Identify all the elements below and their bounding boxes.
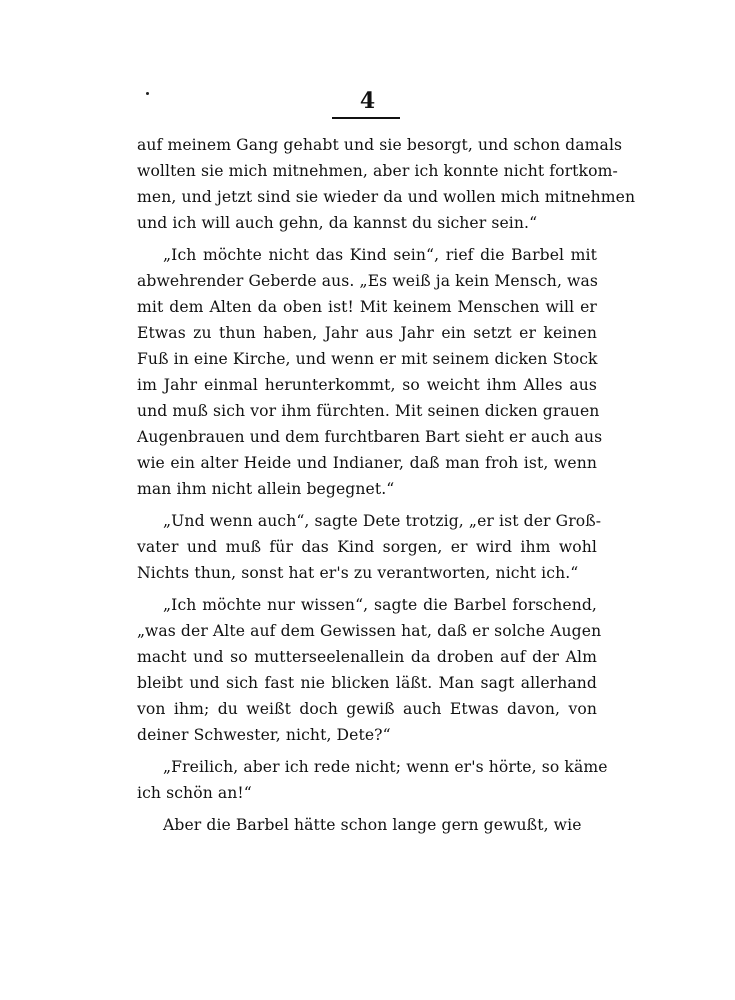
text-line: „Ich möchte nicht das Kind sein“, rief die Barbel mit bbox=[163, 246, 597, 264]
text-line: von ihm; du weißt doch gewiß auch Etwas davon, von bbox=[137, 700, 597, 718]
text-line: „was der Alte auf dem Gewissen hat, daß er solche Augen bbox=[137, 622, 602, 640]
text-line: man ihm nicht allein begegnet.“ bbox=[137, 480, 395, 498]
text-line: Nichts thun, sonst hat er's zu verantworten, nicht ich.“ bbox=[137, 564, 579, 582]
text-line: Aber die Barbel hätte schon lange gern gewußt, wie bbox=[163, 816, 582, 834]
text-line: vater und muß für das Kind sorgen, er wird ihm wohl bbox=[137, 538, 597, 556]
paragraph bbox=[137, 508, 602, 586]
text-line: Fuß in eine Kirche, und wenn er mit seinem dicken Stock bbox=[137, 350, 598, 368]
paragraph bbox=[137, 754, 608, 806]
paragraph bbox=[137, 812, 597, 838]
body-text bbox=[137, 132, 636, 838]
paragraph bbox=[137, 132, 636, 236]
text-line: macht und so mutterseelenallein da droben auf der Alm bbox=[137, 648, 597, 666]
text-line: „Und wenn auch“, sagte Dete trotzig, „er ist der Groß- bbox=[163, 512, 602, 530]
text-line: deiner Schwester, nicht, Dete?“ bbox=[137, 726, 391, 744]
text-line: men, und jetzt sind sie wieder da und wollen mich mitnehmen bbox=[137, 188, 636, 206]
text-line: mit dem Alten da oben ist! Mit keinem Menschen will er bbox=[137, 298, 597, 316]
paragraph bbox=[137, 242, 603, 502]
text-line: auf meinem Gang gehabt und sie besorgt, und schon damals bbox=[137, 136, 623, 154]
text-line: ich schön an!“ bbox=[137, 784, 252, 802]
text-line: Augenbrauen und dem furchtbaren Bart sieht er auch aus bbox=[137, 428, 603, 446]
text-line: Etwas zu thun haben, Jahr aus Jahr ein setzt er keinen bbox=[137, 324, 597, 342]
text-line: bleibt und sich fast nie blicken läßt. Man sagt allerhand bbox=[137, 674, 597, 692]
page-number: 4 bbox=[359, 88, 376, 114]
page-number-rule bbox=[332, 117, 400, 119]
text-line: und muß sich vor ihm fürchten. Mit seinen dicken grauen bbox=[137, 402, 600, 420]
text-line: „Freilich, aber ich rede nicht; wenn er's hörte, so käme bbox=[163, 758, 608, 776]
text-line: im Jahr einmal herunterkommt, so weicht ihm Alles aus bbox=[137, 376, 597, 394]
text-line: abwehrender Geberde aus. „Es weiß ja kein Mensch, was bbox=[137, 272, 599, 290]
text-line: „Ich möchte nur wissen“, sagte die Barbel forschend, bbox=[163, 596, 597, 614]
text-line: und ich will auch gehn, da kannst du sicher sein.“ bbox=[137, 214, 538, 232]
text-line: wollten sie mich mitnehmen, aber ich konnte nicht fortkom- bbox=[137, 162, 618, 180]
text-line: wie ein alter Heide und Indianer, daß man froh ist, wenn bbox=[137, 454, 597, 472]
paragraph bbox=[137, 592, 602, 748]
